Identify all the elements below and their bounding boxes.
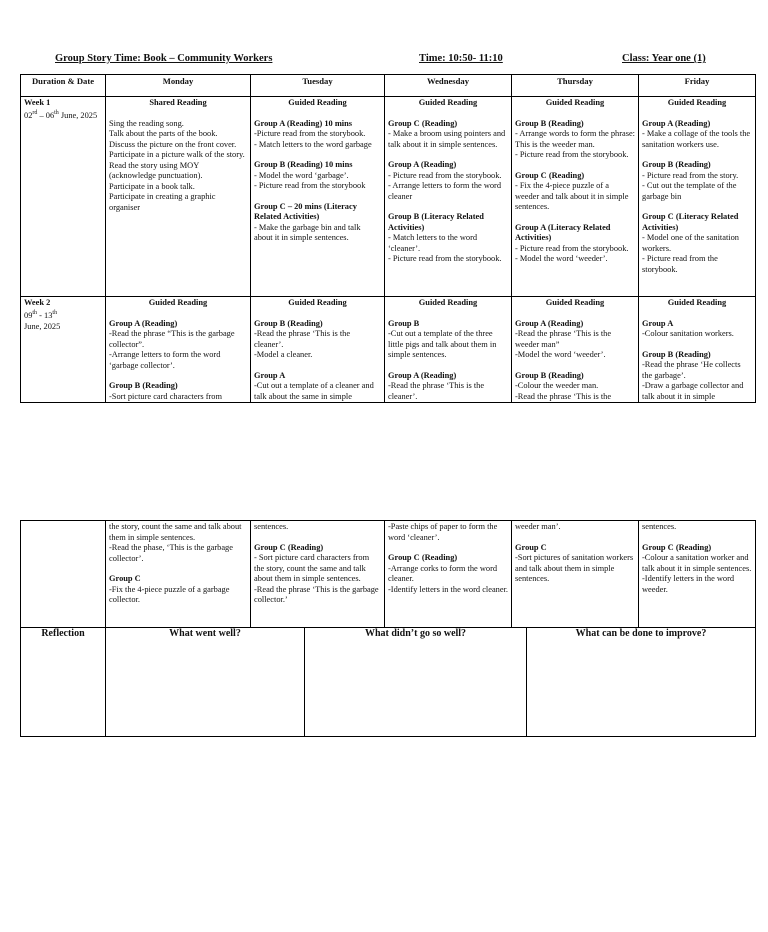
- spacer: [642, 340, 752, 350]
- group-name: Group A (Reading): [388, 160, 457, 169]
- activity-line: - Picture read from the storybook.: [515, 243, 629, 253]
- spacer: [388, 361, 508, 371]
- column-header-monday: Monday: [106, 75, 251, 97]
- spacer: [388, 202, 508, 212]
- spacer: [254, 533, 381, 543]
- cell-title: Shared Reading: [149, 98, 207, 107]
- group-name: Group B (Reading): [109, 381, 178, 390]
- week-label: Week 2: [24, 298, 51, 307]
- activity-line: sentences.: [642, 522, 677, 531]
- spacer: [388, 150, 508, 160]
- group-name: Group B (Reading): [642, 160, 711, 169]
- week1-friday-cell: [639, 97, 756, 297]
- group-name: Group C: [109, 574, 141, 583]
- group-name: Group C (Reading): [515, 170, 585, 180]
- cell-title: Guided Reading: [288, 98, 347, 107]
- activity-line: Participate in a book talk.: [109, 181, 195, 191]
- spacer: [642, 150, 752, 160]
- cell-title: Guided Reading: [418, 298, 478, 307]
- week-dates: 02rd – 06th June, 2025: [24, 110, 98, 121]
- activity-line: - Picture read from the storybook: [254, 181, 366, 190]
- activity-line: - Picture read from the storybook.: [642, 254, 718, 274]
- group-name: Group C (Literacy Related Activities): [642, 212, 739, 232]
- spacer: [515, 533, 635, 543]
- group-name: Group B (Reading): [515, 118, 584, 128]
- column-header-friday: Friday: [639, 75, 756, 97]
- activity-line: -Model a cleaner.: [254, 350, 313, 359]
- cell-title: Guided Reading: [288, 298, 347, 307]
- reflection-label: Reflection: [21, 628, 106, 737]
- activity-line: -Cut out a template of a cleaner and talk about the same in simple: [254, 381, 374, 401]
- week1-monday-cell: [106, 97, 251, 297]
- activity-line: -Colour a sanitation worker and talk about it in simple sentences.: [642, 553, 752, 573]
- activity-line: Sing the reading song.: [109, 118, 184, 128]
- continued-monday-cell: [106, 521, 251, 628]
- group-name: Group A (Reading): [388, 370, 457, 380]
- group-name: Group B: [388, 318, 420, 328]
- week1-wednesday-cell: [385, 97, 512, 297]
- activity-line: weeder man’.: [515, 522, 561, 531]
- activity-line: -Sort picture card characters from: [109, 391, 223, 401]
- spacer: [515, 213, 635, 223]
- activity-line: - Make a broom using pointers and talk about it in simple sentences.: [388, 129, 506, 149]
- improve-cell: What can be done to improve?: [527, 628, 756, 737]
- activity-line: -Read the phrase ‘He collects the garbage’.: [642, 360, 741, 380]
- cell-title: Guided Reading: [545, 98, 605, 107]
- activity-line: the story, count the same and talk about them in simple sentences.: [109, 522, 242, 542]
- week-dates: 09th - 13th June, 2025: [24, 310, 61, 331]
- class-label: Class: Year one (1): [622, 53, 706, 64]
- activity-line: -Fix the 4-piece puzzle of a garbage collector.: [109, 584, 230, 604]
- activity-line: -Identify letters in the word weeder.: [642, 574, 735, 594]
- week2-continued-row: [21, 521, 756, 628]
- cell-title: Guided Reading: [667, 98, 727, 107]
- group-name: Group A (Reading): [515, 318, 584, 328]
- activity-line: - Model one of the sanitation workers.: [642, 233, 739, 253]
- spacer: [254, 361, 381, 371]
- reflection-row: [21, 628, 756, 737]
- activity-line: - Arrange letters to form the word cleaner: [388, 181, 502, 201]
- activity-line: Read the story using MOY (acknowledge punctuation).: [109, 160, 203, 180]
- week1-row: [21, 97, 756, 297]
- continued-date-cell: [21, 521, 106, 628]
- activity-line: -Read the phrase ‘This is the weeder man”: [515, 329, 612, 349]
- group-name: Group A (Reading): [109, 318, 178, 328]
- activity-line: -Read the phrase “This is the garbage collector”.: [109, 329, 235, 349]
- activity-line: - Make a collage of the tools the sanitation workers use.: [642, 129, 751, 149]
- week2-row: [21, 297, 756, 403]
- week1-tuesday-cell: [251, 97, 385, 297]
- group-name: Group A (Reading): [642, 118, 711, 128]
- week1-date-cell: [21, 97, 106, 297]
- spacer: [388, 543, 508, 553]
- group-name: Group B (Reading) 10 mins: [254, 160, 353, 169]
- lesson-plan-table: [20, 74, 756, 403]
- activity-line: -Colour the weeder man.: [515, 381, 599, 390]
- activity-line: -Read the phase, ‘This is the garbage collector’.: [109, 543, 233, 563]
- activity-line: sentences.: [254, 522, 289, 531]
- activity-line: -Picture read from the storybook.: [254, 129, 366, 138]
- activity-line: Participate in a picture walk of the story.: [109, 150, 245, 159]
- group-name: Group B (Reading): [642, 349, 711, 359]
- group-name: Group B (Reading): [515, 370, 584, 380]
- activity-line: - Match letters to the word ‘cleaner’.: [388, 233, 478, 253]
- activity-line: - Fix the 4-piece puzzle of a weeder and talk about it in simple sentences.: [515, 181, 629, 211]
- spacer: [109, 564, 247, 574]
- activity-line: - Match letters to the word garbage: [254, 139, 372, 149]
- group-name: Group B (Reading): [254, 318, 323, 328]
- column-header-thursday: Thursday: [512, 75, 639, 97]
- group-name: Group C (Reading): [254, 542, 324, 552]
- activity-line: - Picture read from the storybook.: [515, 150, 629, 159]
- activity-line: -Arrange letters to form the word ‘garbage collector’.: [109, 350, 221, 370]
- column-header-duration: Duration & Date: [21, 75, 106, 97]
- plan-title: Group Story Time: Book – Community Workers: [55, 53, 273, 64]
- cell-title: Guided Reading: [148, 298, 208, 307]
- group-name: Group B (Literacy Related Activities): [388, 212, 484, 232]
- table-header-row: [21, 75, 756, 97]
- group-name: Group C (Reading): [642, 542, 712, 552]
- week2-monday-cell: [106, 297, 251, 403]
- group-name: Group A (Reading) 10 mins: [254, 118, 353, 128]
- group-name: Group A: [254, 370, 286, 380]
- column-header-wednesday: Wednesday: [385, 75, 512, 97]
- didnt-go-well-cell: What didn’t go so well?: [305, 628, 527, 737]
- activity-line: - Picture read from the storybook.: [388, 254, 502, 263]
- group-name: Group A (Literacy Related Activities): [515, 222, 611, 242]
- cell-title: Guided Reading: [545, 298, 605, 307]
- reflection-table: [20, 627, 756, 737]
- spacer: [642, 533, 752, 543]
- week-label: Week 1: [24, 98, 51, 107]
- week2-date-cell: [21, 297, 106, 403]
- week2-thursday-cell: [512, 297, 639, 403]
- activity-line: - Sort picture card characters from the story, count the same and talk about them in simple sentences.: [254, 553, 370, 583]
- activity-line: - Model the word ‘garbage’.: [254, 170, 349, 180]
- continued-thursday-cell: [512, 521, 639, 628]
- spacer: [642, 202, 752, 212]
- activity-line: - Picture read from the story.: [642, 170, 739, 180]
- spacer: [515, 361, 635, 371]
- activity-line: -Model the word ‘weeder’.: [515, 350, 606, 359]
- activity-line: -Sort pictures of sanitation workers and talk about them in simple sentences.: [515, 553, 634, 583]
- spacer: [254, 150, 381, 160]
- group-name: Group C (Reading): [388, 553, 458, 562]
- activity-line: - Model the word ‘weeder’.: [515, 254, 608, 263]
- activity-line: -Draw a garbage collector and talk about it in simple: [642, 381, 744, 401]
- activity-line: Talk about the parts of the book.: [109, 129, 218, 138]
- session-time: Time: 10:50- 11:10: [419, 53, 503, 64]
- spacer: [109, 371, 247, 381]
- spacer: [515, 161, 635, 171]
- activity-line: - Make the garbage bin and talk about it in simple sentences.: [254, 222, 361, 242]
- continued-wednesday-cell: [385, 521, 512, 628]
- activity-line: -Read the phrase ‘This is the: [515, 391, 612, 401]
- continued-tuesday-cell: [251, 521, 385, 628]
- activity-line: -Colour sanitation workers.: [642, 329, 734, 338]
- week1-thursday-cell: [512, 97, 639, 297]
- activity-line: - Arrange words to form the phrase: This is the weeder man.: [515, 129, 636, 149]
- continuation-table: [20, 520, 756, 628]
- activity-line: -Cut out a template of the three little pigs and talk about them in simple sentences.: [388, 329, 497, 359]
- activity-line: -Arrange corks to form the word cleaner.: [388, 563, 498, 583]
- activity-line: - Cut out the template of the garbage bin: [642, 181, 737, 201]
- activity-line: Discuss the picture on the front cover.: [109, 139, 237, 149]
- group-name: Group C: [515, 542, 547, 552]
- cell-title: Guided Reading: [667, 298, 727, 307]
- activity-line: -Paste chips of paper to form the word ‘cleaner’.: [388, 522, 498, 542]
- activity-line: - Picture read from the storybook.: [388, 170, 502, 180]
- column-header-tuesday: Tuesday: [251, 75, 385, 97]
- group-name: Group A: [642, 318, 674, 328]
- went-well-cell: What went well?: [106, 628, 305, 737]
- group-name: Group C – 20 mins (Literacy Related Activities): [254, 201, 357, 221]
- activity-line: -Identify letters in the word cleaner.: [388, 584, 508, 594]
- spacer: [254, 192, 381, 202]
- activity-line: -Read the phrase ‘This is the cleaner’.: [254, 329, 351, 349]
- week2-tuesday-cell: [251, 297, 385, 403]
- week2-friday-cell: [639, 297, 756, 403]
- week2-wednesday-cell: [385, 297, 512, 403]
- group-name: Group C (Reading): [388, 118, 458, 128]
- cell-title: Guided Reading: [418, 98, 478, 107]
- activity-line: -Read the phrase ‘This is the garbage collector.’: [254, 584, 379, 604]
- activity-line: Participate in creating a graphic organiser: [109, 192, 216, 212]
- continued-friday-cell: [639, 521, 756, 628]
- activity-line: -Read the phrase ‘This is the cleaner’.: [388, 381, 485, 401]
